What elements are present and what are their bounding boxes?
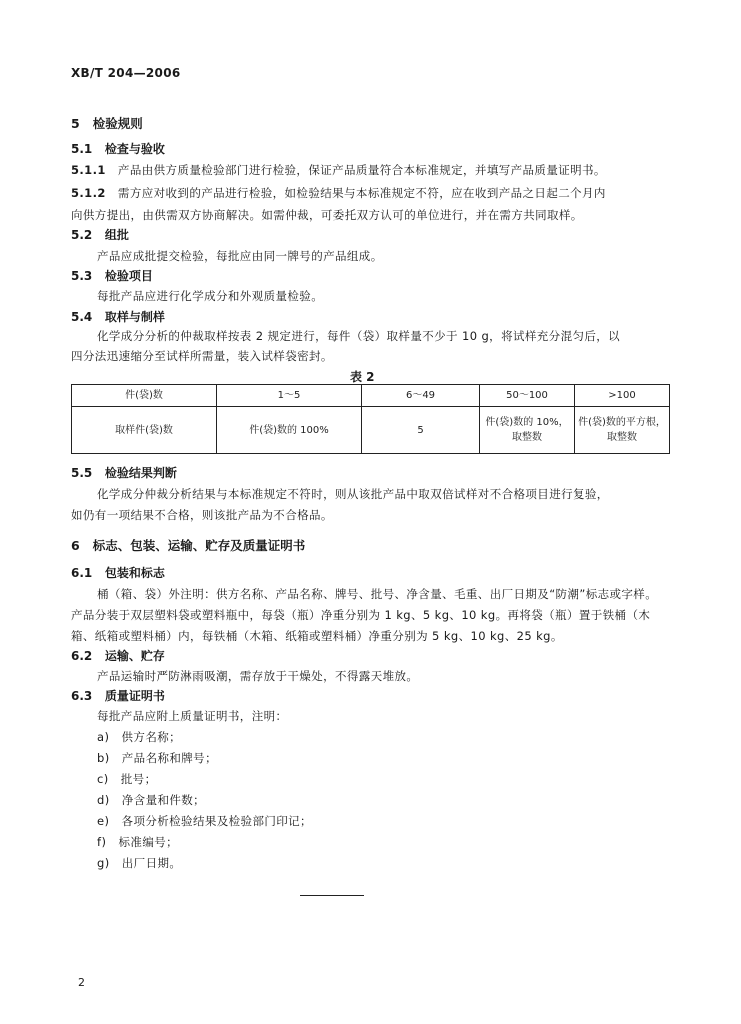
clause-number: 6.1: [71, 566, 93, 580]
list-item: [97, 750, 217, 766]
section-number: 6: [71, 538, 80, 553]
clause-5-1-2-line-2: 向供方提出，由供需双方协商解决。如需仲裁，可委托双方认可的单位进行，并在需方共同取样。: [71, 208, 583, 222]
list-item: [97, 792, 205, 808]
clause-5-5-line-2: 如仍有一项结果不合格，则该批产品为不合格品。: [71, 508, 333, 522]
clause-5-1-2-line-1: [71, 185, 606, 201]
table-cell: 5: [362, 407, 480, 454]
clause-title: 取样与制样: [104, 310, 165, 324]
list-item-text: 批号；: [120, 772, 157, 786]
cell-line-1: 件(袋)数的 10%，: [485, 417, 569, 428]
section-title: 标志、包装、运输、贮存及质量证明书: [92, 538, 306, 553]
clause-5-3-text: 每批产品应进行化学成分和外观质量检验。: [97, 289, 324, 303]
list-item-label: b): [97, 751, 110, 765]
clause-6-1-line-1: 桶（箱、袋）外注明：供方名称、产品名称、牌号、批号、净含量、毛重、出厂日期及“防潮”标志或字样。: [97, 587, 658, 601]
list-item-label: e): [97, 814, 110, 828]
page-number: 2: [78, 976, 85, 989]
clause-title: 组批: [104, 228, 129, 242]
clause-title: 检验结果判断: [104, 466, 177, 480]
clause-6-1-heading: [71, 564, 165, 581]
clause-6-1-line-2: 产品分装于双层塑料袋或塑料瓶中，每袋（瓶）净重分别为 1 kg、5 kg、10 kg。再将袋（瓶）置于铁桶（木: [71, 608, 651, 622]
table-header-row: [72, 385, 670, 407]
section-title: 检验规则: [92, 116, 143, 131]
clause-title: 检验项目: [104, 269, 153, 283]
clause-title: 质量证明书: [104, 689, 165, 703]
clause-text: 产品由供方质量检验部门进行检验，保证产品质量符合本标准规定，并填写产品质量证明书。: [117, 163, 606, 177]
table-header-cell: 6～49: [362, 385, 480, 407]
table-row-label: 取样件(袋)数: [72, 407, 217, 454]
table-row: [72, 407, 670, 454]
clause-5-4-heading: [71, 308, 165, 325]
cell-line-2: 取整数: [607, 432, 637, 443]
table-header-cell: 1～5: [217, 385, 362, 407]
clause-number: 6.2: [71, 649, 93, 663]
table-header-cell: 50～100: [480, 385, 575, 407]
list-item-text: 净含量和件数；: [121, 793, 206, 807]
clause-text: 需方应对收到的产品进行检验，如检验结果与本标准规定不符，应在收到产品之日起二个月内: [117, 186, 606, 200]
list-item-label: c): [97, 772, 109, 786]
clause-5-1-heading: [71, 140, 165, 157]
cell-line-2: 取整数: [512, 432, 542, 443]
clause-5-4-line-2: 四分法迅速缩分至试样所需量，装入试样袋密封。: [71, 349, 333, 363]
clause-number: 6.3: [71, 689, 93, 703]
clause-5-3-heading: [71, 267, 153, 284]
section-5-heading: [71, 114, 143, 132]
list-item-text: 产品名称和牌号；: [121, 751, 217, 765]
clause-5-5-line-1: 化学成分仲裁分析结果与本标准规定不符时，则从该批产品中取双倍试样对不合格项目进行复验，: [97, 487, 609, 501]
clause-number: 5.4: [71, 310, 93, 324]
clause-5-2-text: 产品应成批提交检验，每批应由同一牌号的产品组成。: [97, 249, 383, 263]
clause-6-2-heading: [71, 647, 165, 664]
clause-5-4-line-1: 化学成分分析的仲裁取样按表 2 规定进行，每件（袋）取样量不少于 10 g，将试样充分混匀后，以: [97, 329, 621, 343]
clause-5-1-1: [71, 162, 606, 178]
list-item-label: g): [97, 856, 110, 870]
clause-number: 5.1.1: [71, 163, 106, 177]
clause-number: 5.3: [71, 269, 93, 283]
list-item-text: 各项分析检验结果及检验部门印记；: [121, 814, 312, 828]
list-item-label: a): [97, 730, 110, 744]
clause-number: 5.1: [71, 142, 93, 156]
table-cell: 件(袋)数的 100%: [217, 407, 362, 454]
clause-6-3-heading: [71, 687, 165, 704]
standard-number: XB/T 204—2006: [71, 66, 181, 80]
list-item: [97, 855, 181, 871]
list-item-text: 供方名称；: [121, 730, 182, 744]
clause-6-2-text: 产品运输时严防淋雨吸潮，需存放于干燥处，不得露天堆放。: [97, 669, 419, 683]
list-item: [97, 771, 156, 787]
clause-number: 5.2: [71, 228, 93, 242]
list-item-text: 出厂日期。: [121, 856, 182, 870]
clause-6-3-intro: 每批产品应附上质量证明书，注明：: [97, 709, 288, 723]
cell-line-1: 件(袋)数的平方根，: [578, 417, 666, 428]
list-item-text: 标准编号；: [118, 835, 179, 849]
list-item-label: f): [97, 835, 107, 849]
clause-title: 运输、贮存: [104, 649, 165, 663]
table-cell: [480, 407, 575, 454]
clause-6-1-line-3: 箱、纸箱或塑料桶）内，每铁桶（木箱、纸箱或塑料桶）净重分别为 5 kg、10 kg、25 kg。: [71, 629, 563, 643]
table-header-cell: 件(袋)数: [72, 385, 217, 407]
list-item-label: d): [97, 793, 110, 807]
list-item: [97, 813, 312, 829]
clause-title: 检查与验收: [104, 142, 165, 156]
table-cell: [575, 407, 670, 454]
table-header-cell: >100: [575, 385, 670, 407]
clause-number: 5.1.2: [71, 186, 106, 200]
section-number: 5: [71, 116, 80, 131]
list-item: [97, 729, 181, 745]
list-item: [97, 834, 178, 850]
section-6-heading: [71, 536, 305, 554]
clause-5-2-heading: [71, 226, 129, 243]
clause-5-5-heading: [71, 464, 177, 481]
clause-number: 5.5: [71, 466, 93, 480]
end-rule: [300, 895, 364, 896]
table-2-title: 表 2: [350, 370, 375, 384]
clause-title: 包装和标志: [104, 566, 165, 580]
table-2: [71, 384, 670, 454]
